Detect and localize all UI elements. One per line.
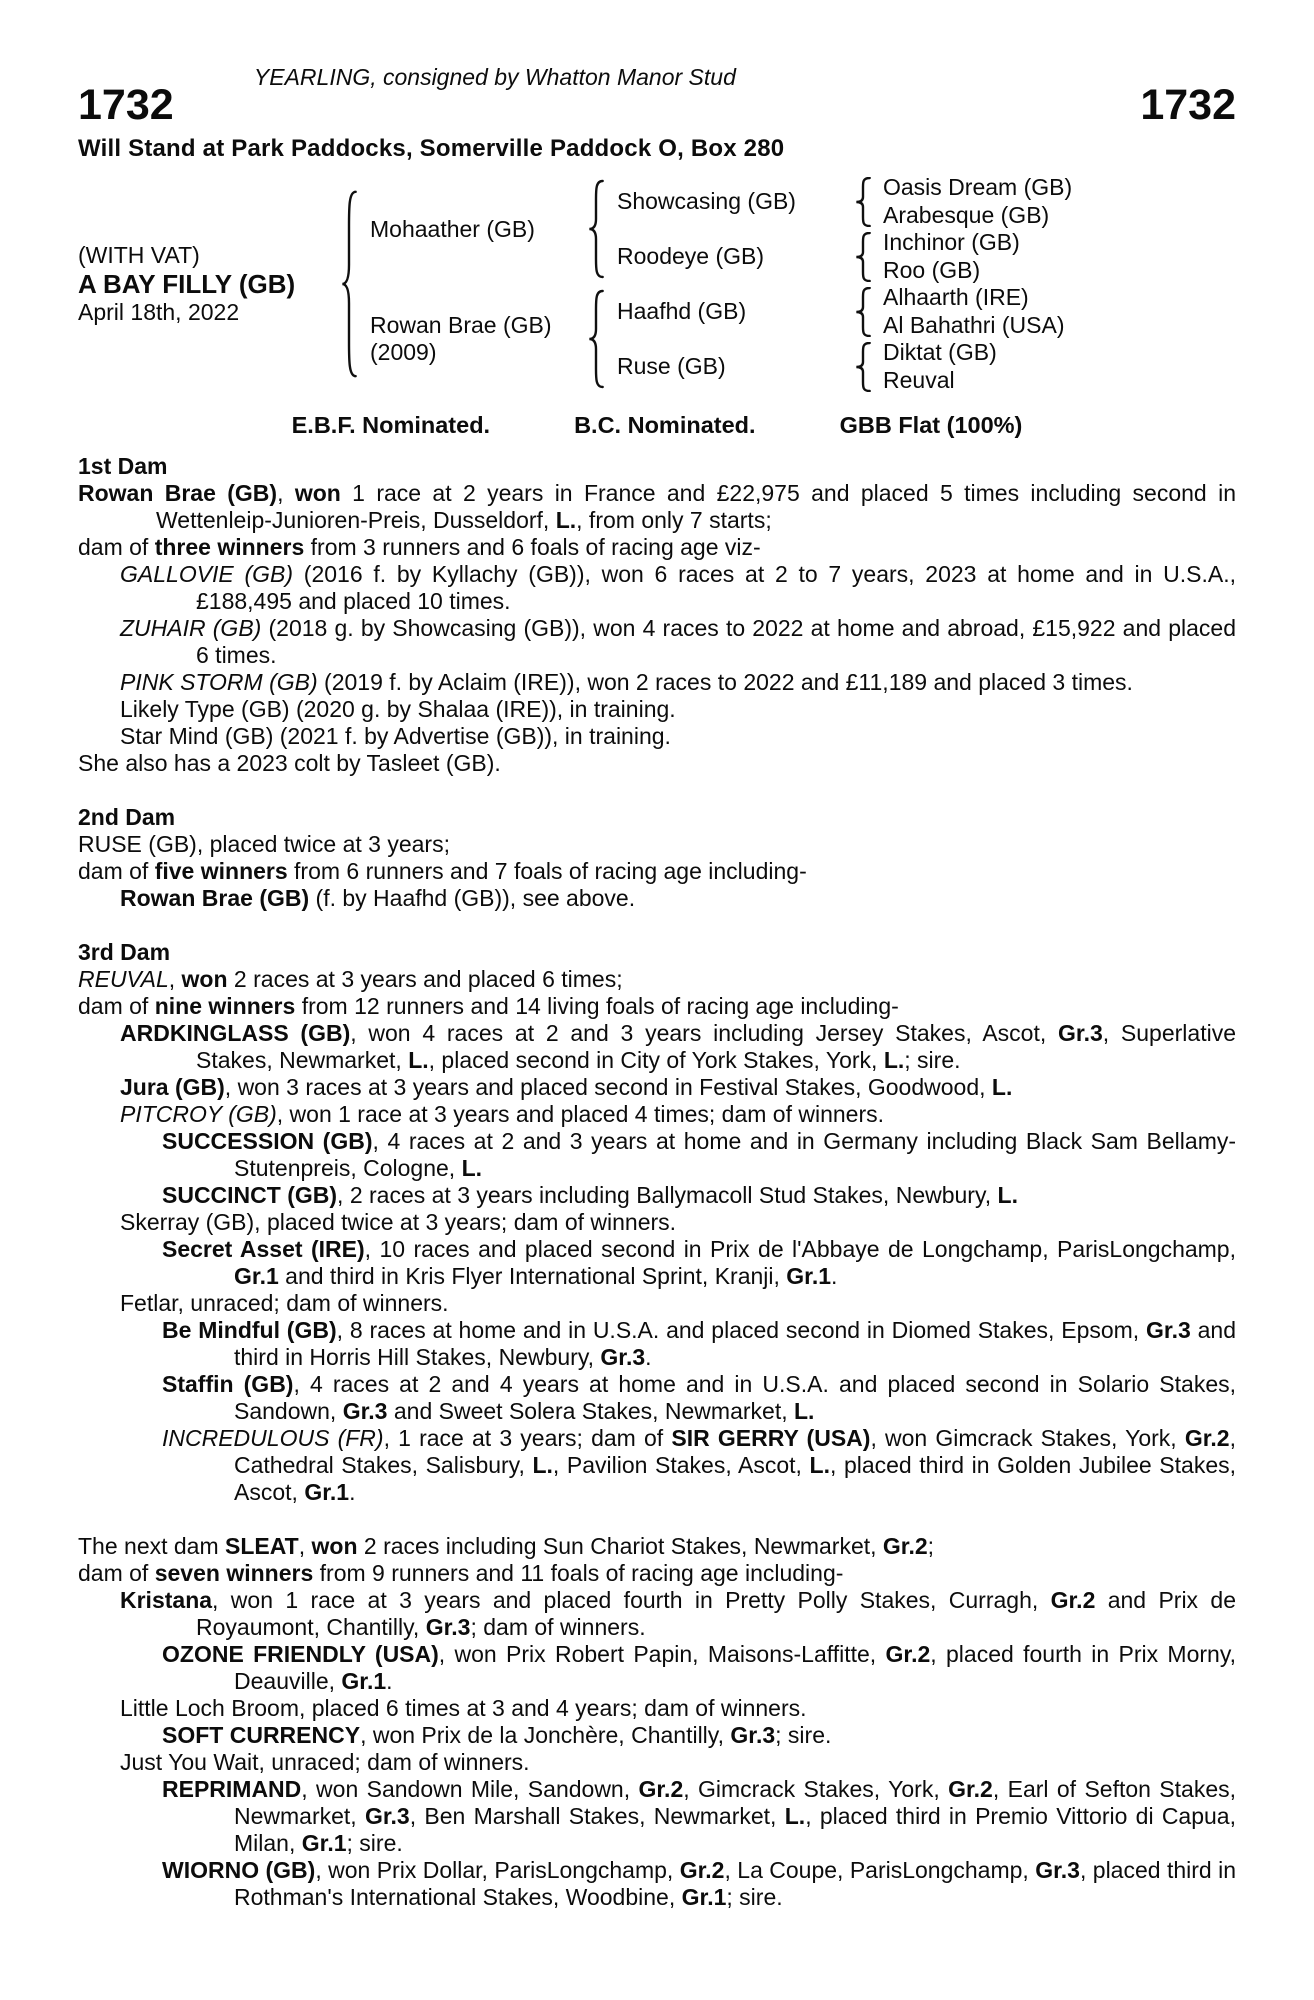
pedigree-table: [78, 174, 1236, 394]
emphasis-text: three winners: [154, 534, 305, 560]
section-heading: 3rd Dam: [78, 939, 171, 965]
catalog-paragraph: [78, 858, 1236, 885]
emphasis-text: L.: [532, 1452, 553, 1478]
body-text: She also has a 2023 colt by Tasleet (GB).: [78, 750, 501, 776]
emphasis-text: Gr.2: [1184, 1425, 1230, 1451]
catalog-paragraph: [78, 723, 1236, 750]
catalog-paragraph: [78, 1560, 1236, 1587]
italic-name: GALLOVIE (GB): [120, 561, 294, 587]
emphasis-text: SUCCINCT (GB): [162, 1182, 338, 1208]
emphasis-text: L.: [991, 1074, 1013, 1100]
emphasis-text: Rowan Brae (GB): [120, 885, 310, 911]
pedigree-brace-grandsire2: [843, 284, 883, 339]
pedigree-sire-name: Mohaather (GB): [370, 215, 535, 242]
body-text: (2018 g. by Showcasing (GB)), won 4 races to 2022 at home and abroad, £15,922 and placed 6 times.: [196, 615, 1236, 668]
body-text: dam of: [78, 534, 155, 560]
catalog-paragraph: [78, 1074, 1236, 1101]
body-text: , Ben Marshall Stakes, Newmarket,: [409, 1803, 785, 1829]
catalog-paragraph: [78, 1020, 1236, 1074]
emphasis-text: Rowan Brae (GB): [78, 480, 278, 506]
catalog-paragraph: [78, 966, 1236, 993]
body-text: , placed third in Rothman's International Stakes, Woodbine,: [234, 1857, 1236, 1910]
emphasis-text: Secret Asset (IRE): [162, 1236, 365, 1262]
body-text: , Pavilion Stakes, Ascot,: [552, 1452, 810, 1478]
emphasis-text: Gr.1: [304, 1479, 350, 1505]
body-text: ,: [168, 966, 182, 992]
italic-name: REUVAL: [78, 966, 169, 992]
body-text: The next dam: [78, 1533, 226, 1559]
body-text: Star Mind (GB) (2021 f. by Advertise (GB)), in training.: [120, 723, 671, 749]
emphasis-text: L.: [461, 1155, 483, 1181]
catalog-paragraph: [78, 1101, 1236, 1128]
body-text: , 2 races at 3 years including Ballymacoll Stud Stakes, Newbury,: [337, 1182, 998, 1208]
emphasis-text: L.: [883, 1047, 905, 1073]
body-text: dam of: [78, 858, 155, 884]
body-text: ,: [277, 480, 295, 506]
pedigree-dam-year: (2009): [370, 339, 437, 365]
catalog-paragraph: [78, 561, 1236, 615]
body-text: , won 1 race at 3 years and placed 4 times; dam of winners.: [276, 1101, 885, 1127]
pedigree-ggdam-4: Reuval: [883, 366, 955, 393]
body-text: , 8 races at home and in U.S.A. and placed second in Diomed Stakes, Epsom,: [336, 1317, 1147, 1343]
catalog-paragraph: [78, 1290, 1236, 1317]
emphasis-text: Gr.2: [638, 1776, 684, 1802]
catalog-paragraph: [78, 1857, 1236, 1911]
emphasis-text: Gr.2: [1050, 1587, 1096, 1613]
pedigree-brace-sire: [575, 174, 617, 284]
pedigree-brace-main: [328, 174, 370, 394]
catalog-paragraph: [78, 1776, 1236, 1857]
dam-section: [78, 804, 1236, 912]
emphasis-text: REPRIMAND: [162, 1776, 302, 1802]
emphasis-text: Gr.3: [1058, 1020, 1103, 1046]
pedigree-sections: [78, 453, 1236, 1911]
body-text: dam of: [78, 1560, 155, 1586]
emphasis-text: seven winners: [154, 1560, 314, 1586]
emphasis-text: Gr.1: [234, 1263, 279, 1289]
emphasis-text: Gr.2: [679, 1857, 725, 1883]
emphasis-text: SOFT CURRENCY: [162, 1722, 361, 1748]
pedigree-ggdam-2: Roo (GB): [883, 256, 981, 283]
bc-nomination: B.C. Nominated.: [574, 412, 756, 438]
body-text: , won Prix Dollar, ParisLongchamp,: [315, 1857, 680, 1883]
pedigree-ggsire-4: Diktat (GB): [883, 339, 997, 366]
body-text: Likely Type (GB) (2020 g. by Shalaa (IRE)), in training.: [120, 696, 676, 722]
body-text: .: [645, 1344, 652, 1370]
emphasis-text: nine winners: [154, 993, 296, 1019]
dam-section: [78, 1533, 1236, 1911]
body-text: , Cathedral Stakes, Salisbury,: [234, 1425, 1236, 1478]
body-text: , placed second in City of York Stakes, York,: [428, 1047, 884, 1073]
pedigree-ggsire-2: Inchinor (GB): [883, 229, 1020, 256]
body-text: from 12 runners and 14 living foals of racing age including-: [295, 993, 899, 1019]
pedigree-ggsire-1: Oasis Dream (GB): [883, 174, 1073, 201]
emphasis-text: Kristana: [120, 1587, 213, 1613]
body-text: from 9 runners and 11 foals of racing age including-: [313, 1560, 844, 1586]
foaling-date: April 18th, 2022: [78, 299, 240, 325]
section-heading: 1st Dam: [78, 453, 168, 479]
catalog-paragraph: [78, 480, 1236, 534]
body-text: RUSE (GB), placed twice at 3 years;: [78, 831, 450, 857]
emphasis-text: won: [294, 480, 341, 506]
dam-section: [78, 453, 1236, 777]
body-text: , placed fourth in Prix Morny, Deauville,: [234, 1641, 1237, 1694]
emphasis-text: OZONE FRIENDLY (USA): [162, 1641, 439, 1667]
emphasis-text: WIORNO (GB): [162, 1857, 316, 1883]
body-text: .: [386, 1668, 393, 1694]
pedigree-brace-granddam2: [843, 339, 883, 394]
body-text: , Superlative Stakes, Newmarket,: [196, 1020, 1236, 1073]
pedigree-dam-dam: Ruse (GB): [617, 353, 726, 379]
emphasis-text: Gr.3: [364, 1803, 410, 1829]
emphasis-text: ARDKINGLASS (GB): [120, 1020, 351, 1046]
body-text: from 3 runners and 6 foals of racing age viz-: [304, 534, 761, 560]
emphasis-text: L.: [784, 1803, 806, 1829]
catalog-paragraph: [78, 696, 1236, 723]
emphasis-text: Gr.3: [1035, 1857, 1080, 1883]
body-text: (f. by Haafhd (GB)), see above.: [309, 885, 636, 911]
catalog-paragraph: [78, 1209, 1236, 1236]
section-heading: 2nd Dam: [78, 804, 176, 830]
emphasis-text: won: [311, 1533, 358, 1559]
emphasis-text: SIR GERRY (USA): [671, 1425, 871, 1451]
emphasis-text: Gr.1: [301, 1830, 347, 1856]
catalog-paragraph: [78, 1695, 1236, 1722]
emphasis-text: Gr.3: [342, 1398, 388, 1424]
body-text: and Prix de Royaumont, Chantilly,: [196, 1587, 1236, 1640]
catalog-paragraph: [78, 1182, 1236, 1209]
body-text: dam of: [78, 993, 155, 1019]
body-text: ; dam of winners.: [470, 1614, 646, 1640]
italic-name: ZUHAIR (GB): [120, 615, 262, 641]
catalog-paragraph: [78, 1533, 1236, 1560]
emphasis-text: Gr.3: [730, 1722, 776, 1748]
stand-location-line: Will Stand at Park Paddocks, Somerville Paddock O, Box 280: [78, 135, 785, 162]
body-text: , won Gimcrack Stakes, York,: [870, 1425, 1185, 1451]
body-text: , 1 race at 3 years; dam of: [383, 1425, 672, 1451]
italic-name: PITCROY (GB): [120, 1101, 277, 1127]
gbb-status: GBB Flat (100%): [839, 412, 1023, 438]
pedigree-dam-sire: Haafhd (GB): [617, 298, 747, 324]
emphasis-text: SUCCESSION (GB): [162, 1128, 373, 1154]
body-text: , won 3 races at 3 years and placed second in Festival Stakes, Goodwood,: [224, 1074, 992, 1100]
emphasis-text: Gr.3: [1146, 1317, 1191, 1343]
catalog-paragraph: [78, 669, 1236, 696]
emphasis-text: won: [181, 966, 228, 992]
vat-note: (WITH VAT): [78, 242, 200, 268]
body-text: and Sweet Solera Stakes, Newmarket,: [387, 1398, 794, 1424]
emphasis-text: five winners: [154, 858, 288, 884]
body-text: ;: [927, 1533, 935, 1559]
body-text: from 6 runners and 7 foals of racing age including-: [287, 858, 807, 884]
body-text: (2016 f. by Kyllachy (GB)), won 6 races at 2 to 7 years, 2023 at home and in U.S.A., £188,495 and placed 10 times.: [196, 561, 1236, 614]
consignor-line: YEARLING, consigned by Whatton Manor Stud: [253, 64, 736, 90]
italic-name: PINK STORM (GB): [120, 669, 318, 695]
emphasis-text: Gr.3: [425, 1614, 471, 1640]
emphasis-text: L.: [555, 507, 577, 533]
catalog-paragraph: [78, 1722, 1236, 1749]
lot-number-right: 1732: [1140, 81, 1236, 129]
emphasis-text: Gr.1: [681, 1884, 727, 1910]
pedigree-ggsire-3: Alhaarth (IRE): [883, 284, 1029, 311]
emphasis-text: Gr.1: [786, 1263, 832, 1289]
body-text: , 4 races at 2 and 4 years at home and in U.S.A. and placed second in Solario Stakes, Sandown,: [234, 1371, 1236, 1424]
body-text: .: [349, 1479, 356, 1505]
body-text: , from only 7 starts;: [576, 507, 772, 533]
body-text: , La Coupe, ParisLongchamp,: [724, 1857, 1036, 1883]
body-text: , won Prix Robert Papin, Maisons-Laffitte,: [438, 1641, 886, 1667]
body-text: Fetlar, unraced; dam of winners.: [120, 1290, 449, 1316]
catalog-paragraph: [78, 615, 1236, 669]
body-text: ; sire.: [346, 1830, 403, 1856]
emphasis-text: Be Mindful (GB): [162, 1317, 337, 1343]
pedigree-dam-name: Rowan Brae (GB) (2009): [370, 284, 575, 394]
body-text: and third in Horris Hill Stakes, Newbury,: [234, 1317, 1236, 1370]
pedigree-sire-dam: Roodeye (GB): [617, 243, 765, 269]
catalog-paragraph: [78, 1371, 1236, 1425]
lot-number-row: [78, 81, 1236, 129]
body-text: ; sire.: [904, 1047, 961, 1073]
body-text: , won Sandown Mile, Sandown,: [301, 1776, 639, 1802]
body-text: ; sire.: [726, 1884, 783, 1910]
emphasis-text: Gr.3: [600, 1344, 646, 1370]
body-text: Skerray (GB), placed twice at 3 years; dam of winners.: [120, 1209, 677, 1235]
catalog-paragraph: [78, 1749, 1236, 1776]
catalog-paragraph: [78, 750, 1236, 777]
body-text: ; sire.: [775, 1722, 832, 1748]
emphasis-text: L.: [809, 1452, 830, 1478]
body-text: , Earl of Sefton Stakes, Newmarket,: [234, 1776, 1237, 1829]
body-text: .: [831, 1263, 838, 1289]
catalog-paragraph: [78, 885, 1236, 912]
emphasis-text: Gr.2: [882, 1533, 928, 1559]
emphasis-text: Gr.1: [341, 1668, 387, 1694]
emphasis-text: Gr.2: [948, 1776, 993, 1802]
pedigree-brace-dam: [575, 284, 617, 394]
body-text: , placed third in Premio Vittorio di Capua, Milan,: [234, 1803, 1236, 1856]
italic-name: INCREDULOUS (FR): [162, 1425, 384, 1451]
emphasis-text: Staffin (GB): [162, 1371, 294, 1397]
emphasis-text: Jura (GB): [120, 1074, 225, 1100]
catalog-paragraph: [78, 534, 1236, 561]
pedigree-brace-grandsire1: [843, 174, 883, 229]
body-text: (2019 f. by Aclaim (IRE)), won 2 races to 2022 and £11,189 and placed 3 times.: [317, 669, 1133, 695]
body-text: , Gimcrack Stakes, York,: [683, 1776, 949, 1802]
pedigree-sire-sire: Showcasing (GB): [617, 188, 796, 214]
nominations-line: [78, 412, 1236, 439]
body-text: Little Loch Broom, placed 6 times at 3 and 4 years; dam of winners.: [120, 1695, 807, 1721]
emphasis-text: L.: [997, 1182, 1018, 1208]
body-text: , 4 races at 2 and 3 years at home and in Germany including Black Sam Bellamy-Stutenpreis, Cologne,: [234, 1128, 1237, 1181]
emphasis-text: L.: [408, 1047, 429, 1073]
catalog-paragraph: [78, 1425, 1236, 1506]
catalog-paragraph: [78, 1236, 1236, 1290]
filly-description: A BAY FILLY (GB): [78, 269, 296, 299]
body-text: 1 race at 2 years in France and £22,975 and placed 5 times including second in Wettenleip-Junioren-Preis, Dusseldorf,: [156, 480, 1236, 533]
filly-info-block: [78, 174, 328, 394]
body-text: 2 races at 3 years and placed 6 times;: [227, 966, 623, 992]
body-text: , won 1 race at 3 years and placed fourth in Pretty Polly Stakes, Curragh,: [212, 1587, 1051, 1613]
body-text: , won 4 races at 2 and 3 years including Jersey Stakes, Ascot,: [350, 1020, 1058, 1046]
body-text: and third in Kris Flyer International Sprint, Kranji,: [278, 1263, 787, 1289]
catalog-paragraph: [78, 993, 1236, 1020]
catalog-paragraph: [78, 831, 1236, 858]
pedigree-brace-granddam1: [843, 229, 883, 284]
body-text: ,: [298, 1533, 312, 1559]
catalog-paragraph: [78, 1317, 1236, 1371]
pedigree-ggdam-1: Arabesque (GB): [883, 201, 1050, 228]
body-text: , 10 races and placed second in Prix de l'Abbaye de Longchamp, ParisLongchamp,: [364, 1236, 1236, 1262]
catalog-paragraph: [78, 1128, 1236, 1182]
emphasis-text: SLEAT: [225, 1533, 299, 1559]
dam-section: [78, 939, 1236, 1506]
emphasis-text: L.: [794, 1398, 815, 1424]
lot-number-left: 1732: [78, 81, 174, 129]
catalog-paragraph: [78, 1587, 1236, 1641]
catalog-paragraph: [78, 1641, 1236, 1695]
emphasis-text: Gr.2: [885, 1641, 931, 1667]
body-text: 2 races including Sun Chariot Stakes, Newmarket,: [357, 1533, 883, 1559]
body-text: , won Prix de la Jonchère, Chantilly,: [360, 1722, 731, 1748]
ebf-nomination: E.B.F. Nominated.: [291, 412, 491, 438]
body-text: Just You Wait, unraced; dam of winners.: [120, 1749, 530, 1775]
body-text: , placed third in Golden Jubilee Stakes, Ascot,: [234, 1452, 1237, 1505]
pedigree-ggdam-3: Al Bahathri (USA): [883, 311, 1065, 338]
